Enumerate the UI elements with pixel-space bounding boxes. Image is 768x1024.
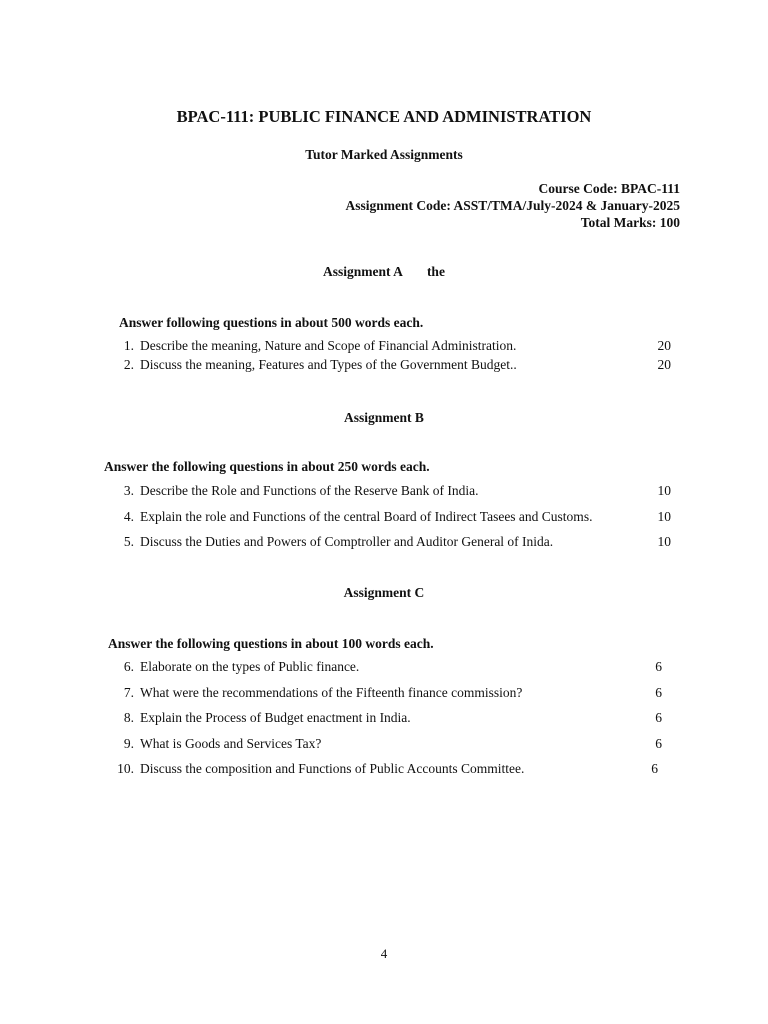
question-marks: 10 (657, 509, 671, 524)
question-text: Discuss the meaning, Features and Types of the Government Budget.. (140, 357, 517, 372)
question-number: 6. (123, 659, 134, 674)
question-marks: 10 (657, 534, 671, 549)
question-marks: 6 (655, 710, 662, 725)
question-number: 4. (123, 509, 134, 524)
page-number: 4 (380, 946, 388, 961)
section-heading-extra: the (426, 264, 445, 279)
question-number: 7. (123, 685, 134, 700)
question-number: 9. (123, 736, 134, 751)
course-code: Course Code: BPAC-111 (538, 181, 680, 196)
total-marks: Total Marks: 100 (580, 215, 680, 230)
question-text: Explain the role and Functions of the central Board of Indirect Tasees and Customs. (140, 509, 593, 524)
question-text: Explain the Process of Budget enactment in India. (140, 710, 411, 725)
section-instruction-a: Answer following questions in about 500 words each. (119, 315, 424, 330)
section-instruction-b: Answer the following questions in about 250 words each. (104, 459, 430, 474)
question-marks: 6 (651, 761, 658, 776)
question-text: What is Goods and Services Tax? (140, 736, 322, 751)
question-text: Elaborate on the types of Public finance. (140, 659, 360, 674)
section-heading-a (0, 264, 768, 280)
question-text: Describe the Role and Functions of the Reserve Bank of India. (140, 483, 479, 498)
question-marks: 6 (655, 736, 662, 751)
question-number: 2. (123, 357, 134, 372)
question-number: 3. (123, 483, 134, 498)
question-marks: 6 (655, 685, 662, 700)
question-number: 10. (117, 761, 134, 776)
question-number: 8. (123, 710, 134, 725)
document-title: BPAC-111: PUBLIC FINANCE AND ADMINISTRATION (176, 107, 592, 126)
question-marks: 10 (657, 483, 671, 498)
question-number: 1. (123, 338, 134, 353)
section-instruction-c: Answer the following questions in about 100 words each. (108, 636, 434, 651)
question-number: 5. (123, 534, 134, 549)
question-marks: 6 (655, 659, 662, 674)
question-text: Discuss the composition and Functions of Public Accounts Committee. (140, 761, 525, 776)
question-text: Describe the meaning, Nature and Scope of Financial Administration. (140, 338, 517, 353)
document-subtitle: Tutor Marked Assignments (305, 147, 463, 162)
question-marks: 20 (657, 338, 671, 353)
question-marks: 20 (657, 357, 671, 372)
section-heading-b: Assignment B (344, 410, 424, 425)
question-text: What were the recommendations of the Fifteenth finance commission? (140, 685, 523, 700)
section-heading-label: Assignment A (323, 264, 403, 279)
section-heading-c: Assignment C (343, 585, 425, 600)
question-text: Discuss the Duties and Powers of Comptroller and Auditor General of Inida. (140, 534, 554, 549)
assignment-code: Assignment Code: ASST/TMA/July-2024 & January-2025 (345, 198, 680, 213)
